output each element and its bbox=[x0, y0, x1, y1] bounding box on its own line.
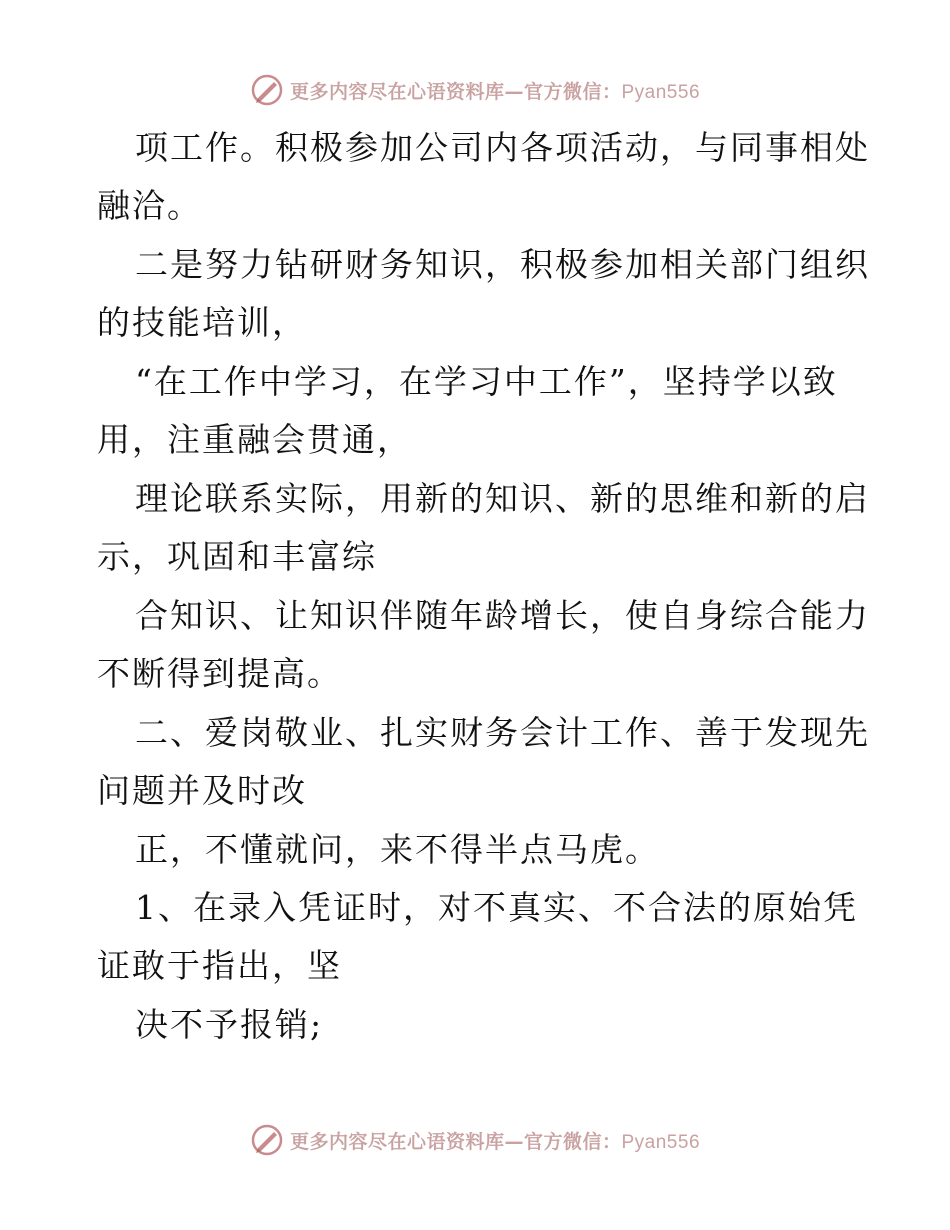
body-line: 决不予报销; bbox=[135, 1005, 324, 1044]
pen-logo-icon bbox=[250, 73, 284, 107]
body-line: 不断得到提高。 bbox=[97, 654, 342, 693]
body-line: 证敢于指出，坚 bbox=[97, 946, 342, 985]
footer-wechat-id: Pyan556 bbox=[621, 1131, 701, 1153]
body-line: “在工作中学习，在学习中工作”，坚持学以致 bbox=[135, 362, 838, 401]
body-line: 融洽。 bbox=[97, 186, 202, 225]
body-line: 1、在录入凭证时，对不真实、不合法的原始凭 bbox=[135, 888, 858, 927]
body-line: 理论联系实际，用新的知识、新的思维和新的启 bbox=[135, 479, 870, 518]
body-line: 问题并及时改 bbox=[97, 771, 307, 810]
footer-banner-text: 更多内容尽在心语资料库—官方微信：Pyan556 bbox=[289, 1130, 701, 1153]
footer-banner bbox=[0, 1120, 950, 1160]
body-line: 用，注重融会贯通， bbox=[97, 420, 412, 459]
pen-logo-icon bbox=[250, 1123, 284, 1157]
body-line: 项工作。积极参加公司内各项活动，与同事相处 bbox=[135, 128, 870, 167]
body-line: 的技能培训， bbox=[97, 303, 307, 342]
body-line: 二、爱岗敬业、扎实财务会计工作、善于发现先 bbox=[135, 713, 870, 752]
body-line: 示，巩固和丰富综 bbox=[97, 537, 377, 576]
header-banner bbox=[0, 70, 950, 110]
header-wechat-id: Pyan556 bbox=[621, 81, 701, 103]
header-banner-text: 更多内容尽在心语资料库—官方微信：Pyan556 bbox=[289, 80, 701, 103]
body-line: 合知识、让知识伴随年龄增长，使自身综合能力 bbox=[135, 596, 870, 635]
body-line: 二是努力钻研财务知识，积极参加相关部门组织 bbox=[135, 245, 870, 284]
body-line: 正，不懂就问，来不得半点马虎。 bbox=[135, 830, 660, 869]
